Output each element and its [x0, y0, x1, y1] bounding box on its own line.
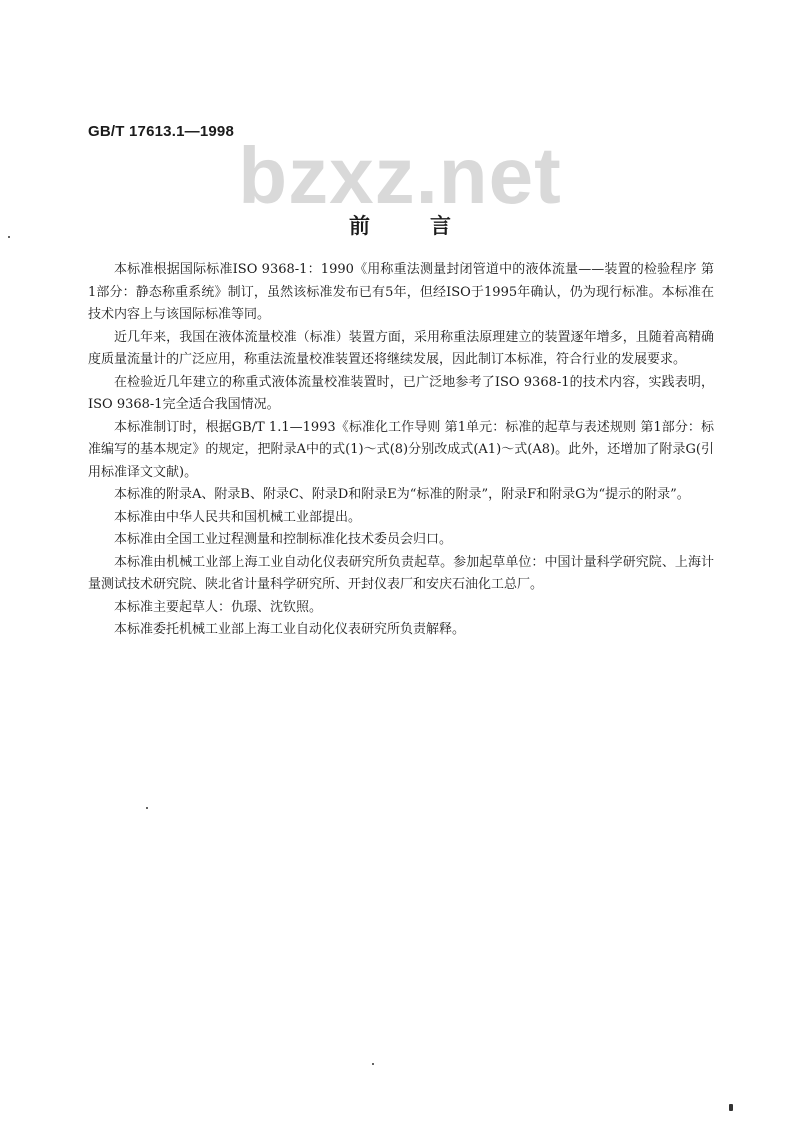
standard-code: GB/T 17613.1—1998 — [88, 123, 234, 140]
scan-speck — [729, 1104, 733, 1111]
foreword-body — [88, 259, 714, 642]
paragraph-drafting-rules: 本标准制订时，根据GB/T 1.1—1993《标准化工作导则 第1单元：标准的起草与表述规则 第1部分：标准编写的基本规定》的规定，把附录A中的式(1)～式(8)分别改成式(A1)～式(A8)。此外，还增加了附录G(引用标准译文文献)。 — [88, 419, 714, 480]
paragraph-proposer: 本标准由中华人民共和国机械工业部提出。 — [114, 509, 362, 525]
title-char: 言 — [430, 214, 451, 238]
page-title — [0, 212, 800, 240]
scan-speck — [146, 807, 148, 809]
paragraph-background: 近几年来，我国在液体流量校准（标准）装置方面，采用称重法原理建立的装置逐年增多，且随着高精确度质量流量计的广泛应用，称重法流量校准装置还将继续发展，因此制订本标准，符合行业的发展要求。 — [88, 329, 714, 367]
scan-speck — [8, 236, 10, 238]
paragraph-committee: 本标准由全国工业过程测量和控制标准化技术委员会归口。 — [114, 532, 453, 547]
scan-speck — [372, 1063, 374, 1065]
site-watermark: bzxz.net — [238, 131, 562, 220]
paragraph-interpretation: 本标准委托机械工业部上海工业自动化仪表研究所负责解释。 — [114, 622, 466, 637]
paragraph-basis: 本标准根据国际标准ISO 9368-1：1990《用称重法测量封闭管道中的液体流量——装置的检验程序 第1部分：静态称重系统》制订，虽然该标准发布已有5年，但经ISO于1995年确认，仍为现行标准。本标准在技术内容上与该国际标准等同。 — [88, 262, 714, 322]
paragraph-practice: 在检验近几年建立的称重式液体流量校准装置时，已广泛地参考了ISO 9368-1的技术内容，实践表明，ISO 9368-1完全适合我国情况。 — [88, 374, 714, 412]
paragraph-annexes: 本标准的附录A、附录B、附录C、附录D和附录E为“标准的附录”，附录F和附录G为“提示的附录”。 — [114, 487, 690, 502]
paragraph-drafting-units: 本标准由机械工业部上海工业自动化仪表研究所负责起草。参加起草单位：中国计量科学研究院、上海计量测试技术研究院、陕北省计量科学研究所、开封仪表厂和安庆石油化工总厂。 — [88, 554, 714, 592]
paragraph-drafters: 本标准主要起草人：仇璟、沈钦照。 — [114, 599, 323, 615]
title-char: 前 — [349, 214, 370, 238]
